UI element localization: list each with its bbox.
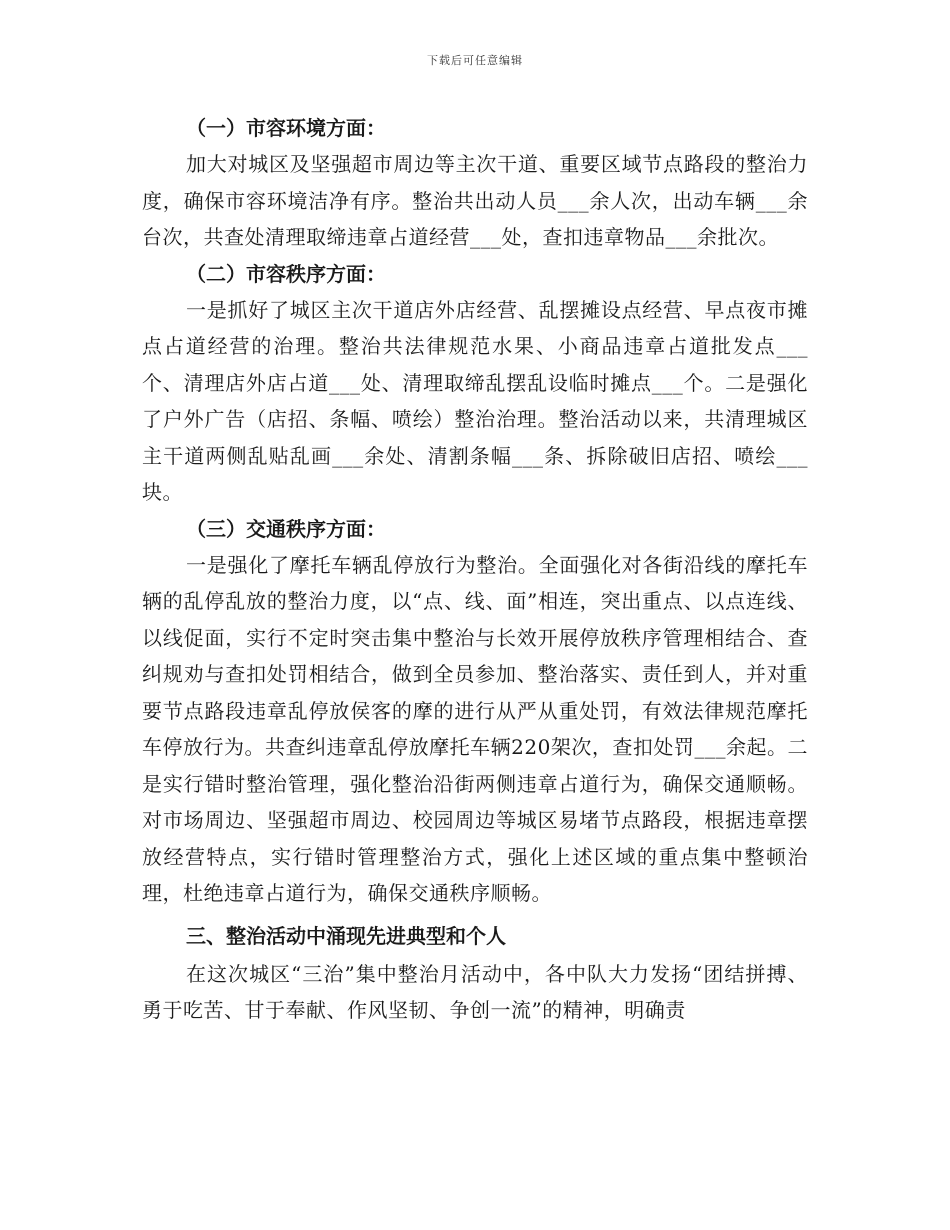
section-2-paragraph: 一是抓好了城区主次干道店外店经营、乱摆摊设点经营、早点夜市摊点占道经营的治理。整治共法律规范水果、小商品违章占道批发点___个、清理店外店占道___处、清理取缔乱摆乱设临时摊点___个。二是强化了户外广告（店招、条幅、喷绘）整治治理。整治活动以来，共清理城区主干道两侧乱贴乱画___余处、清割条幅___条、拆除破旧店招、喷绘___块。: [142, 297, 808, 504]
section-heading-1: （一）市容环境方面：: [186, 116, 386, 140]
section-3-paragraph: 一是强化了摩托车辆乱停放行为整治。全面强化对各街沿线的摩托车辆的乱停乱放的整治力度，以“点、线、面”相连，突出重点、以点连线、以线促面，实行不定时突击集中整治与长效开展停放秩序管理相结合、查纠规劝与查扣处罚相结合，做到全员参加、整治落实、责任到人，并对重要节点路段违章乱停放侯客的摩的进行从严从重处罚，有效法律规范摩托车停放行为。共查纠违章乱停放摩托车辆220架次，查扣处罚___余起。二是实行错时整治管理，强化整治沿街两侧违章占道行为，确保交通顺畅。对市场周边、坚强超市周边、校园周边等城区易堵节点路段，根据违章摆放经营特点，实行错时管理整治方式，强化上述区域的重点集中整顿治理，杜绝违章占道行为，确保交通秩序顺畅。: [142, 552, 808, 905]
chapter-3-paragraph: 在这次城区“三治”集中整治月活动中，各中队大力发扬“团结拼搏、勇于吃苦、甘于奉献、作风坚韧、争创一流”的精神，明确责: [142, 961, 808, 1022]
section-heading-3: （三）交通秩序方面：: [186, 516, 386, 541]
page-header: 下载后可任意编辑: [427, 54, 523, 67]
document-body: [142, 110, 808, 1029]
chapter-heading-3: 三、整治活动中涌现先进典型和个人: [186, 923, 506, 948]
section-heading-2: （二）市容秩序方面：: [186, 261, 386, 286]
section-1-paragraph: 加大对城区及坚强超市周边等主次干道、重要区域节点路段的整治力度，确保市容环境洁净有序。整治共出动人员___余人次，出动车辆___余台次，共查处清理取缔违章占道经营___处，查扣违章物品___余批次。: [142, 152, 808, 249]
